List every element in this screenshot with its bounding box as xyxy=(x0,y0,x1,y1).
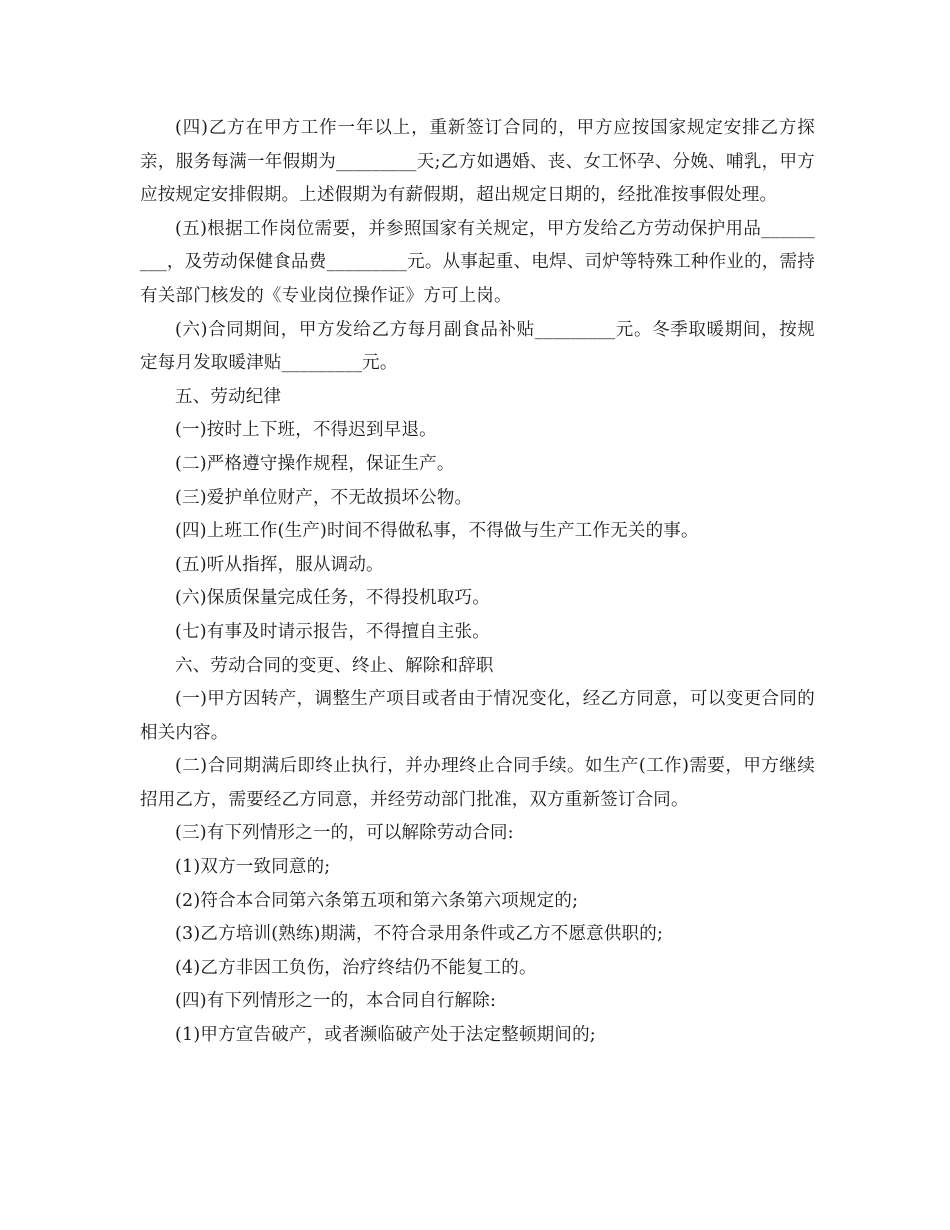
discipline-item: (四)上班工作(生产)时间不得做私事，不得做与生产工作无关的事。 xyxy=(175,521,699,542)
paragraph-protective-supplies: (五)根据工作岗位需要，并参照国家有关规定，甲方发给乙方劳动保护用品_________，及劳动保健食品费_________元。从事起重、电焊、司炉等特殊工种作业的，需持有关部门核发的《专业岗位操作证》方可上岗。 xyxy=(140,218,815,306)
contract-sub-clause: (4)乙方非因工负伤，治疗终结仍不能复工的。 xyxy=(175,957,537,978)
contract-sub-clause: (2)符合本合同第六条第五项和第六条第六项规定的; xyxy=(175,890,579,911)
paragraph-holiday: (四)乙方在甲方工作一年以上，重新签订合同的，甲方应按国家规定安排乙方探亲，服务每满一年假期为_________天;乙方如遇婚、丧、女工怀孕、分娩、哺乳，甲方应按规定安排假期。上述假期为有薪假期，超出规定日期的，经批准按事假处理。 xyxy=(140,118,815,206)
paragraph-subsidies: (六)合同期间，甲方发给乙方每月副食品补贴_________元。冬季取暖期间，按规定每月发取暖津贴_________元。 xyxy=(140,319,815,374)
section-heading-contract-changes: 六、劳动合同的变更、终止、解除和辞职 xyxy=(175,655,494,676)
discipline-item: (五)听从指挥，服从调动。 xyxy=(175,554,384,575)
contract-clause: (三)有下列情形之一的，可以解除劳动合同: xyxy=(175,823,514,844)
discipline-item: (二)严格遵守操作规程，保证生产。 xyxy=(175,453,455,474)
discipline-item: (七)有事及时请示报告，不得擅自主张。 xyxy=(175,621,490,642)
discipline-item: (一)按时上下班，不得迟到早退。 xyxy=(175,420,437,441)
section-heading-labor-discipline: 五、劳动纪律 xyxy=(175,386,282,407)
contract-sub-clause: (3)乙方培训(熟练)期满，不符合录用条件或乙方不愿意供职的; xyxy=(175,924,664,945)
contract-clause: (四)有下列情形之一的，本合同自行解除: xyxy=(175,991,497,1012)
contract-sub-clause: (1)甲方宣告破产，或者濒临破产处于法定整顿期间的; xyxy=(175,1025,596,1046)
discipline-item: (六)保质保量完成任务，不得投机取巧。 xyxy=(175,588,490,609)
contract-sub-clause: (1)双方一致同意的; xyxy=(175,857,331,878)
discipline-item: (三)爱护单位财产，不无故损坏公物。 xyxy=(175,487,473,508)
contract-clause: (一)甲方因转产，调整生产项目或者由于情况变化，经乙方同意，可以变更合同的相关内容。 xyxy=(140,689,815,743)
document-body xyxy=(140,112,815,1053)
contract-clause: (二)合同期满后即终止执行，并办理终止合同手续。如生产(工作)需要，甲方继续招用乙方，需要经乙方同意，并经劳动部门批准，双方重新签订合同。 xyxy=(140,756,815,810)
